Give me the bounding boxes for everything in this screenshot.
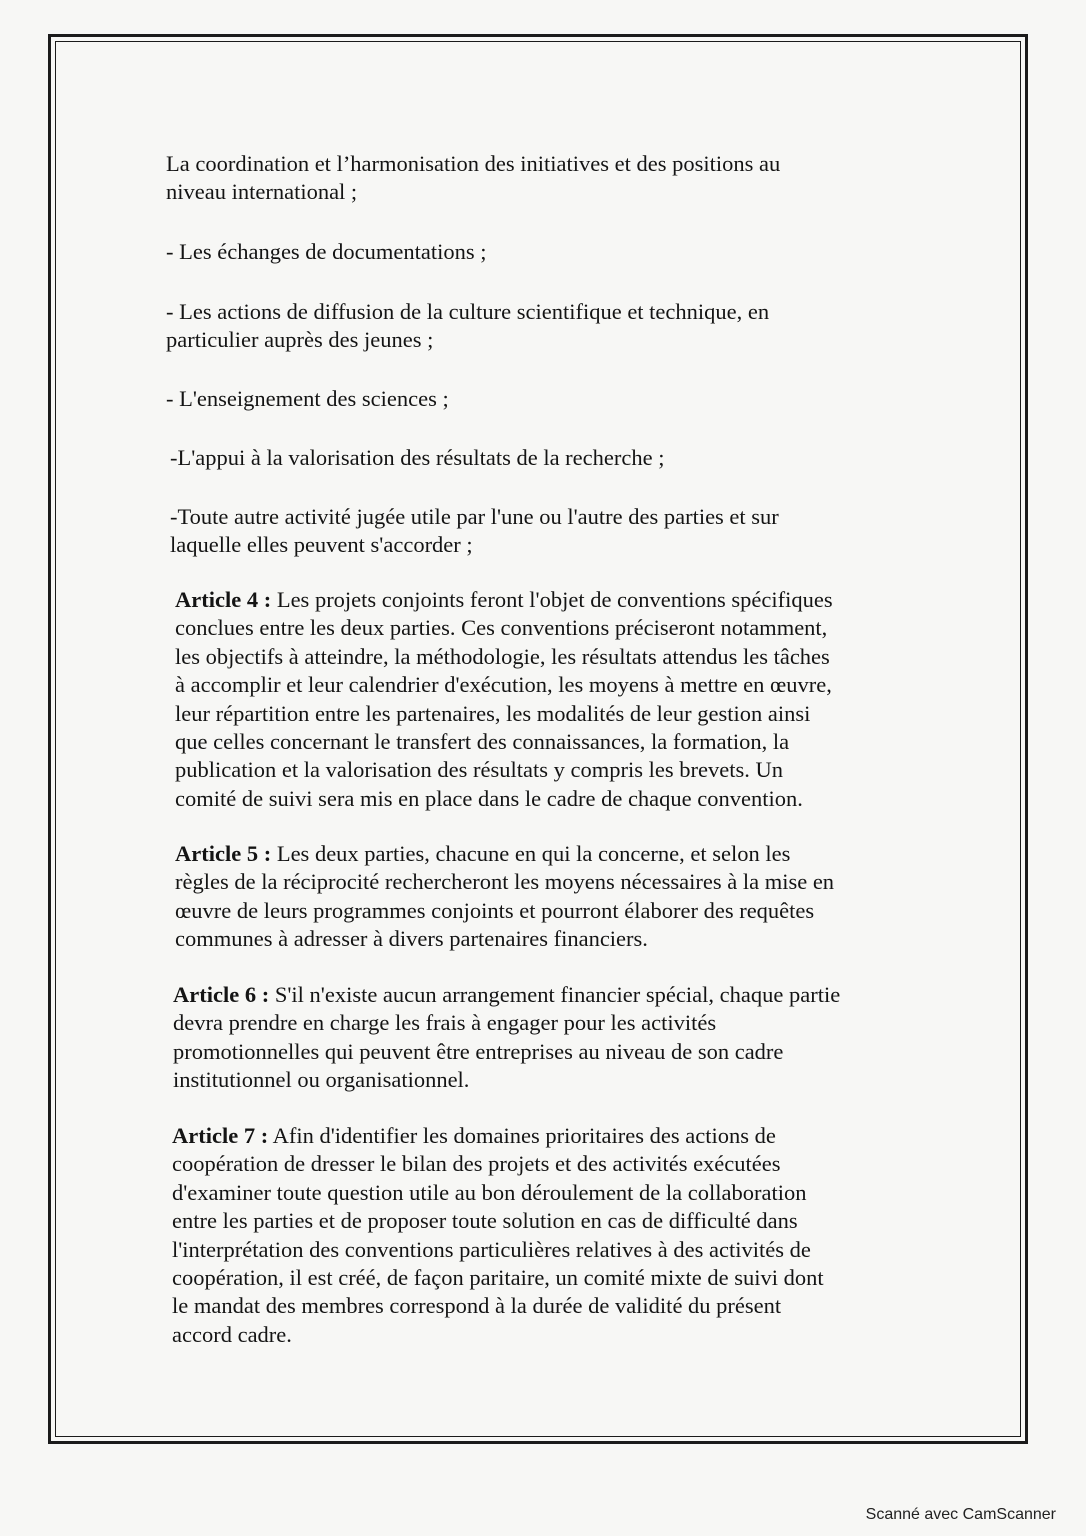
text-line: institutionnel ou organisationnel. xyxy=(173,1067,470,1093)
text-line: communes à adresser à divers partenaires financiers. xyxy=(175,926,648,952)
text-line: leur répartition entre les partenaires, les modalités de leur gestion ainsi xyxy=(175,700,811,726)
text-line: à accomplir et leur calendrier d'exécution, les moyens à mettre en œuvre, xyxy=(175,672,832,698)
text-line: devra prendre en charge les frais à engager pour les activités xyxy=(173,1010,717,1036)
article-first-line xyxy=(175,586,833,614)
list-item xyxy=(170,503,779,560)
text-line: - L'enseignement des sciences ; xyxy=(166,386,449,411)
article-label: Article 7 : xyxy=(172,1123,269,1148)
list-item xyxy=(166,238,487,266)
article-5 xyxy=(175,840,834,954)
list-item xyxy=(170,444,664,472)
article-label: Article 4 : xyxy=(175,587,272,612)
text-line: -Toute autre activité jugée utile par l'une ou l'autre des parties et sur xyxy=(170,504,779,529)
text-line: particulier auprès des jeunes ; xyxy=(166,327,434,353)
article-label: Article 6 : xyxy=(173,982,270,1007)
intro-paragraph xyxy=(166,150,780,207)
article-label: Article 5 : xyxy=(175,841,272,866)
article-first-line xyxy=(175,840,834,868)
article-text: Les deux parties, chacune en qui la concerne, et selon les xyxy=(271,841,791,866)
scanner-watermark: Scanné avec CamScanner xyxy=(865,1506,1056,1523)
text-line: -L'appui à la valorisation des résultats de la recherche ; xyxy=(170,445,665,470)
list-item xyxy=(166,298,769,355)
text-line: œuvre de leurs programmes conjoints et pourront élaborer des requêtes xyxy=(175,897,815,923)
text-line: les objectifs à atteindre, la méthodologie, les résultats attendus les tâches xyxy=(175,643,830,669)
article-7 xyxy=(172,1122,824,1349)
text-line: promotionnelles qui peuvent être entreprises au niveau de son cadre xyxy=(173,1038,784,1064)
text-line: niveau international ; xyxy=(166,179,358,205)
article-first-line xyxy=(173,981,840,1009)
text-line: publication et la valorisation des résultats y compris les brevets. Un xyxy=(175,757,783,783)
article-text: Afin d'identifier les domaines prioritaires des actions de xyxy=(268,1123,776,1148)
text-line: - Les échanges de documentations ; xyxy=(166,239,487,264)
text-line: coopération de dresser le bilan des projets et des activités exécutées xyxy=(172,1151,781,1177)
text-line: accord cadre. xyxy=(172,1321,292,1347)
text-line: l'interprétation des conventions particulières relatives à des activités de xyxy=(172,1236,811,1262)
text-line: conclues entre les deux parties. Ces conventions préciseront notamment, xyxy=(175,615,828,641)
text-line: coopération, il est créé, de façon paritaire, un comité mixte de suivi dont xyxy=(172,1265,824,1291)
text-line: La coordination et l’harmonisation des initiatives et des positions au xyxy=(166,151,781,176)
text-line: - Les actions de diffusion de la culture scientifique et technique, en xyxy=(166,299,770,324)
text-line: d'examiner toute question utile au bon déroulement de la collaboration xyxy=(172,1179,807,1205)
article-4 xyxy=(175,586,833,813)
text-line: le mandat des membres correspond à la durée de validité du présent xyxy=(172,1293,782,1319)
article-first-line xyxy=(172,1122,824,1150)
text-line: laquelle elles peuvent s'accorder ; xyxy=(170,532,473,558)
article-6 xyxy=(173,981,840,1095)
article-text: S'il n'existe aucun arrangement financier spécial, chaque partie xyxy=(269,982,841,1007)
text-line: comité de suivi sera mis en place dans le cadre de chaque convention. xyxy=(175,785,803,811)
text-line: règles de la réciprocité rechercheront les moyens nécessaires à la mise en xyxy=(175,869,835,895)
article-text: Les projets conjoints feront l'objet de conventions spécifiques xyxy=(271,587,833,612)
list-item xyxy=(166,385,449,413)
text-line: entre les parties et de proposer toute solution en cas de difficulté dans xyxy=(172,1208,798,1234)
text-line: que celles concernant le transfert des connaissances, la formation, la xyxy=(175,729,790,755)
